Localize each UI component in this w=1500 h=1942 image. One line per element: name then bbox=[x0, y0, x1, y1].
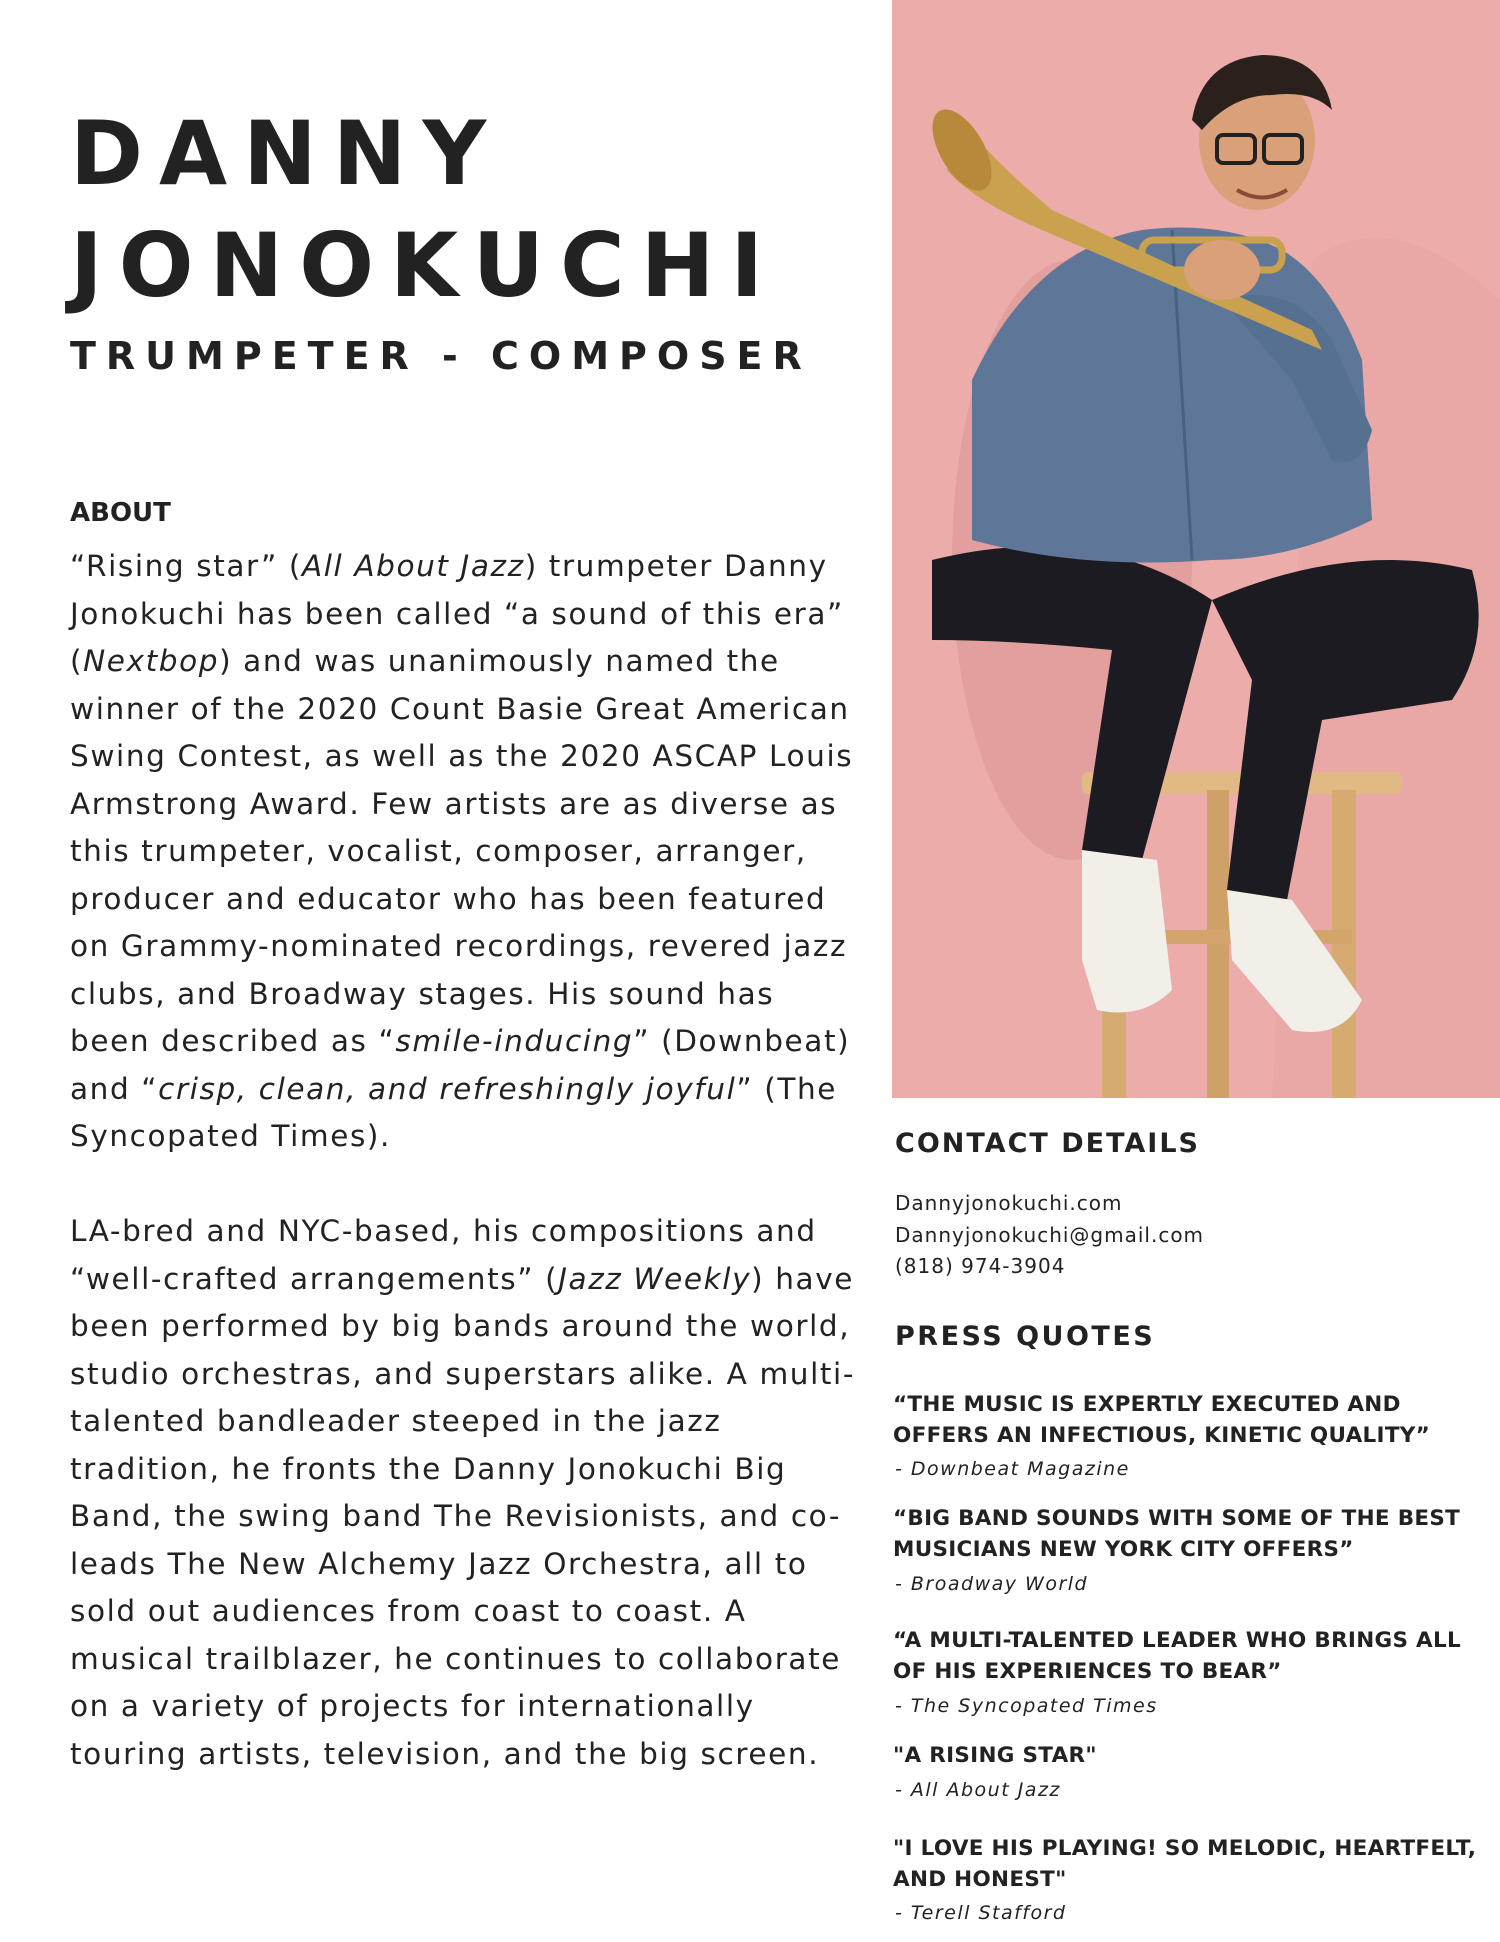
press-quote-source: - Downbeat Magazine bbox=[895, 1458, 1130, 1480]
artist-name bbox=[70, 98, 779, 322]
press-quote-source: - All About Jazz bbox=[895, 1779, 1061, 1801]
contact-email[interactable]: Dannyjonokuchi@gmail.com bbox=[895, 1222, 1205, 1247]
press-quote-source: - The Syncopated Times bbox=[895, 1695, 1158, 1717]
about-paragraph-2 bbox=[70, 1208, 860, 1778]
first-name: DANNY bbox=[70, 102, 503, 205]
press-quote: "A RISING STAR" bbox=[893, 1743, 1097, 1768]
last-name: JONOKUCHI bbox=[70, 214, 780, 317]
trumpeter-illustration bbox=[892, 0, 1500, 1098]
press-quote: “THE MUSIC IS EXPERTLY EXECUTED AND OFFERS AN INFECTIOUS, KINETIC QUALITY” bbox=[893, 1392, 1431, 1448]
text-run: ) and was unanimously named the winner of the 2020 Count Basie Great American Swing Contest, as well as the 2020 ASCAP Louis Armstrong Award. Few artists are as diverse as this trumpeter, vocalist, composer, arranger, producer and educator who has been featured on Grammy-nominated recordings, revered jazz clubs, and Broadway stages. His sound has been described as “ bbox=[70, 644, 854, 1058]
italic-run: Jazz Weekly bbox=[558, 1261, 752, 1296]
about-paragraph-1 bbox=[70, 543, 860, 1161]
about-heading: ABOUT bbox=[70, 498, 171, 528]
artist-photo bbox=[892, 0, 1500, 1098]
tagline: TRUMPETER - COMPOSER bbox=[70, 334, 812, 378]
italic-run: smile-inducing bbox=[395, 1024, 634, 1058]
italic-run: Nextbop bbox=[83, 644, 220, 678]
text-run: ) have been performed by big bands around the world, studio orchestras, and superstars alike. A multi-talented bandleader steeped in the jazz tradition, he fronts the Danny Jonokuchi Big Band, the swing band The Revisionists, and co-leads The New Alchemy Jazz Orchestra, all to sold out audiences from coast to coast. A musical trailblazer, he continues to collaborate on a variety of projects for internationally touring artists, television, and the big screen. bbox=[70, 1261, 856, 1771]
text-run: ” (Downbeat) and “ bbox=[70, 1024, 851, 1106]
text-run: ” (The Syncopated Times). bbox=[70, 1071, 838, 1153]
contact-heading: CONTACT DETAILS bbox=[895, 1128, 1200, 1159]
press-quote-source: - Broadway World bbox=[895, 1573, 1089, 1595]
text-run: LA-bred and NYC-based, his compositions and “well-crafted arrangements” ( bbox=[70, 1214, 817, 1296]
about-body bbox=[70, 543, 860, 1778]
press-quote-source: - Terell Stafford bbox=[895, 1902, 1067, 1924]
press-heading: PRESS QUOTES bbox=[895, 1321, 1156, 1352]
contact-phone[interactable]: (818) 974-3904 bbox=[895, 1254, 1066, 1278]
press-quote: “BIG BAND SOUNDS WITH SOME OF THE BEST MUSICIANS NEW YORK CITY OFFERS” bbox=[893, 1506, 1461, 1562]
text-run: ) trumpeter Danny Jonokuchi has been called “a sound of this era” ( bbox=[70, 549, 844, 678]
text-run: “Rising star” ( bbox=[70, 549, 302, 583]
italic-run: All About Jazz bbox=[301, 549, 525, 583]
press-quote: "I LOVE HIS PLAYING! SO MELODIC, HEARTFELT, AND HONEST" bbox=[893, 1836, 1477, 1892]
press-quote: “A MULTI-TALENTED LEADER WHO BRINGS ALL OF HIS EXPERIENCES TO BEAR” bbox=[893, 1628, 1461, 1684]
contact-website[interactable]: Dannyjonokuchi.com bbox=[895, 1191, 1123, 1215]
italic-run: crisp, clean, and refreshingly joyful bbox=[158, 1071, 737, 1106]
contact-details bbox=[895, 1188, 1204, 1283]
